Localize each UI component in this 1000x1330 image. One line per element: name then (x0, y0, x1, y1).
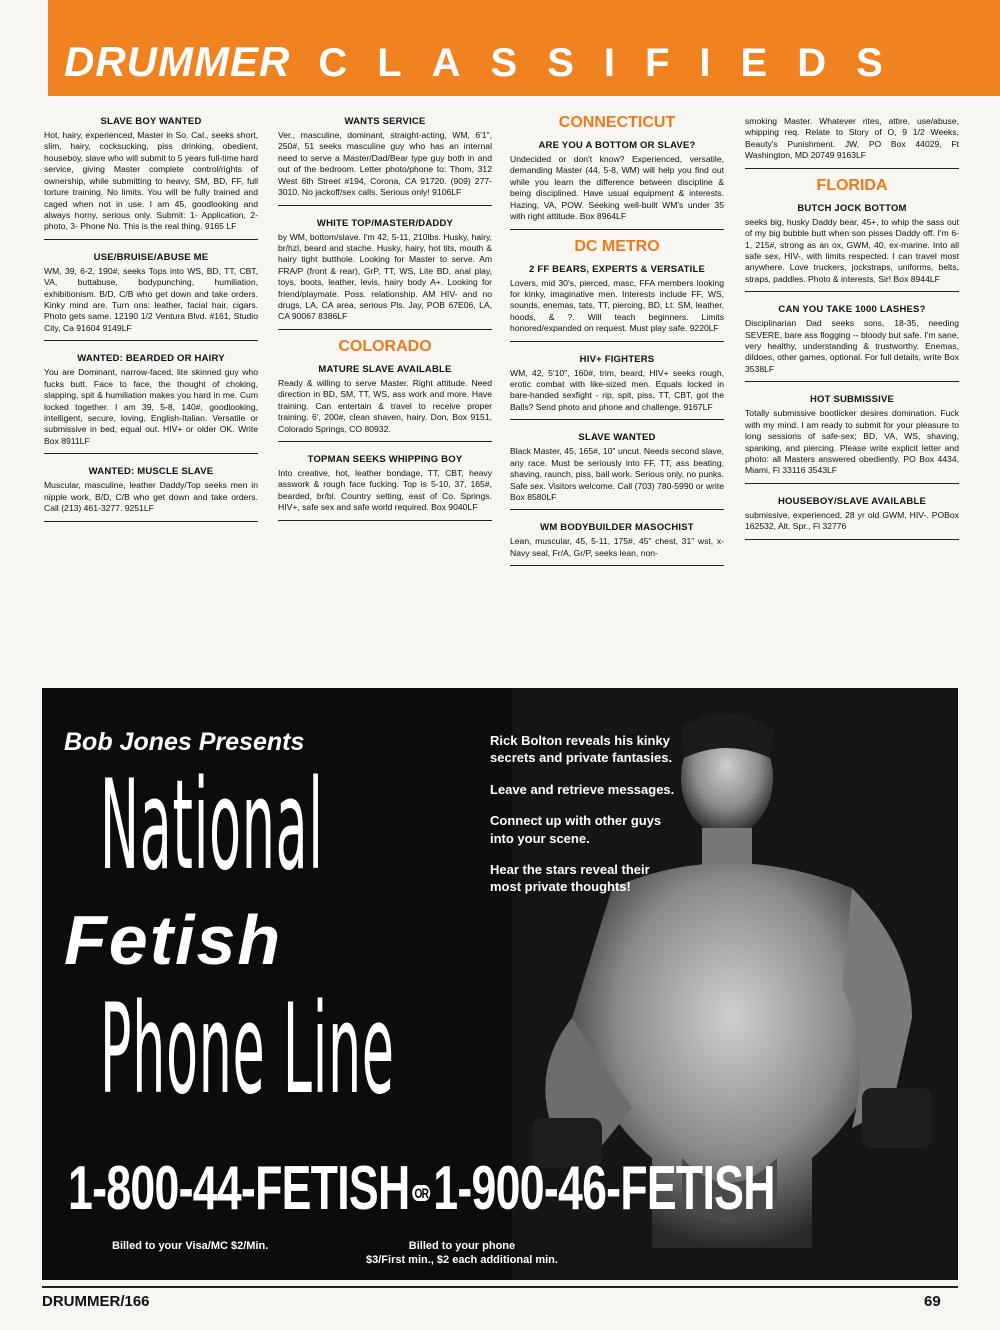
fetish-word: Fetish (64, 901, 283, 979)
classified-ad (44, 462, 258, 521)
ad-body: smoking Master. Whatever rites, attire, use/abuse, whipping req. Relate to Story of O, 9 1/2 Weeks, Beauty's Punishment. JW, PO Box 44029, Ft Washington, MD 20749 9163LF (745, 116, 959, 161)
region-heading: COLORADO (338, 337, 432, 355)
region-heading: FLORIDA (816, 176, 888, 194)
footer-rule (42, 1286, 958, 1288)
phone-line-word: Phone Line (100, 978, 395, 1122)
ad-title: HOT SUBMISSIVE (809, 394, 895, 406)
classified-ad (44, 112, 258, 240)
classified-ad (745, 492, 959, 540)
classified-ad (510, 260, 724, 342)
ad-title: WANTED: MUSCLE SLAVE (88, 466, 214, 478)
classified-ad (44, 248, 258, 342)
ad-body: Hot, hairy, experienced, Master in So. Cal., seeks short, slim, hairy, cocksucking, piss drinking, obedient, houseboy, slave who will submit to 5 years full-time hard service, giving Master complete control/rights of ownership, while submitting to heavy, SM, BD, FF, full torture training. No limits. You will be fully trained and caged when not in use. I am 45, goodlooking and always horny, serious only. Submit: 1- Application, 2- photo, 3- Phone No. This is the real thing. 9165 LF (44, 130, 258, 232)
issue-label: DRUMMER/166 (42, 1293, 150, 1310)
ad-title: BUTCH JOCK BOTTOM (797, 202, 907, 214)
ad-body: Disciplinarian Dad seeks sons, 18-35, needing SEVERE, bare ass flogging -- bloody but safe. I'm sane, very healthy, understanding & trustworthy. Enemas, dildoes, other games, optional. For full details, write Box 3538LF (745, 318, 959, 374)
ad-body: Totally submissive bootlicker desires domination. Fuck with my mind. I am ready to submit for your pleasure to long sessions of safe-sex; BD, VA, WS, shaving, spanking, and piercing. Please write explicit letter and photo: all Masters answered obediently. PO Box 4434, Miami, Fl 33116 3543LF (745, 408, 959, 476)
national-word: National (100, 754, 324, 898)
column-3 (510, 112, 724, 574)
ad-body: by WM, bottom/slave. I'm 42, 5-11, 210lbs. Husky, hairy, br/hzl, beard and stache. Husky, hairy, hot tits, mouth & hairy tight butthole. Looking for Master to serve. Am FRA/P (front & rear), GrP, TT, WS, Lite BD, anal play, toys, boots, leather, levis, hairy body A+. Looking for friend/playmate. Poss. relationship. AM HIV- and no drugs, LA, CA area, serious Pls. Jay, POB 67E06, LA, CA 90067 8386LF (278, 231, 492, 322)
classified-ad (510, 136, 724, 230)
classified-ad (278, 112, 492, 206)
promo-text (490, 732, 680, 910)
promo-line: Hear the stars reveal their most private thoughts! (490, 862, 650, 895)
ad-title: MATURE SLAVE AVAILABLE (318, 363, 452, 375)
ad-title: SLAVE BOY WANTED (100, 116, 202, 127)
classified-ad (510, 518, 724, 566)
ad-title: USE/BRUISE/ABUSE ME (93, 251, 209, 263)
column-4 (745, 112, 959, 548)
classified-columns (42, 112, 960, 652)
ad-title: ARE YOU A BOTTOM OR SLAVE? (538, 140, 696, 151)
ad-body: WM, 42, 5'10", 160#, trim, beard, HIV+ seeks rough, erotic combat with like-sized men. Equals locked in bare-handed sexfight - rip, spit, piss, TT, CBT, got the Balls? Send photo and phone and challenge. 9167LF (510, 367, 724, 412)
classified-ad (278, 450, 492, 521)
classified-ad (745, 199, 959, 293)
ad-body: Lovers, mid 30's, pierced, masc, FFA members looking for kinky, imaginative men. Interests include FF, WS, sounds, enemas, tats, TT, piercing, BD, Lt. SM, leather, hoods, & ?. Will teach beginners. Limits honored/expanded on request. Must play safe. 9220LF (510, 277, 724, 334)
phone-line-advertisement (42, 688, 958, 1280)
ad-title: 2 FF BEARS, EXPERTS & VERSATILE (529, 263, 705, 275)
page-number: 69 (924, 1293, 941, 1310)
billing-visa-note: Billed to your Visa/MC $2/Min. (112, 1240, 269, 1252)
or-badge: OR (412, 1185, 430, 1201)
region-heading: DC METRO (574, 237, 660, 255)
ad-body: submissive, experienced, 28 yr old GWM, HIV-. POBox 162532, Alt. Spr., Fl 32776 (745, 509, 959, 532)
ad-body: Black Master, 45, 165#, 10" uncut. Needs second slave, any race. Must be seriously into FF, TT, ass beating, shaving, raunch, piss, ball work. Serious only, no punks. Safe sex. Visitors welcome. Call (703) 780-5990 or write Box 8580LF (510, 446, 724, 503)
region-heading: CONNECTICUT (558, 114, 676, 131)
ad-body: Into creative, hot, leather bondage, TT, CBT, heavy asswork & rough face fucking. Top is 5-10, 37, 165#, bearded, br/bl. Country setting, east of Co. Springs. HIV+, safe sex and safe world required. Box 9040LF (278, 468, 492, 513)
ad-body: Ready & willing to serve Master. Right attitude. Need direction in BD, SM, TT, WS, ass work and more. Have training. Can entertain & travel to receive proper training. 6', 200#, clean shaven, hairy. Don, Box 9151, Colorado Springs, CO 80932. (278, 377, 492, 434)
ad-body: WM, 39, 6-2, 190#, seeks Tops into WS, BD, TT, CBT, VA, buttabuse, bodypunching, humiliation, exhibitionism. B/D, C/B who get down and take orders. Kinky mind are. Turn ons: leather, facial hair, cigars. Photo gets same. 12190 1/2 Ventura Blvd. #161, Studio City, Ca 91604 9149LF (44, 265, 258, 333)
classified-ad (745, 390, 959, 484)
classified-ad (510, 428, 724, 510)
billing-phone-line1: Billed to your phone (408, 1240, 516, 1252)
ad-title: WANTED: BEARDED OR HAIRY (77, 353, 225, 365)
ad-title: CAN YOU TAKE 1000 LASHES? (778, 304, 926, 316)
ad-title: WHITE TOP/MASTER/DADDY (316, 217, 454, 229)
promo-line: Connect up with other guys into your scene. (490, 813, 662, 846)
phone-number-900: 1-900-46-FETISH (433, 1154, 775, 1223)
column-2 (278, 112, 492, 529)
phone-numbers (68, 1154, 775, 1223)
banner-classifieds: CLASSIFIEDS (318, 41, 913, 85)
promo-line: Rick Bolton reveals his kinky secrets and private fantasies. (490, 733, 673, 766)
billing-phone-line2: $3/First min., $2 each additional min. (366, 1253, 558, 1266)
ad-title: HOUSEBOY/SLAVE AVAILABLE (777, 495, 926, 507)
classifieds-banner (48, 0, 1000, 96)
presents-heading: Bob Jones Presents (64, 728, 305, 756)
ad-title: HIV+ FIGHTERS (579, 353, 655, 365)
banner-drummer: DRUMMER (64, 38, 291, 85)
ad-body: You are Dominant, narrow-faced, lite skinned guy who fucks butt. Face to face, the thought of choking, slapping, spit & humiliation makes you hard in me. Cum locked together. I am 39, 5-8, 140#, goodlooking, intelligent, secure, loving, English-Italian. Versatile or submissive in bed, equal out. HIV+ or older OK. Write Box 8911LF (44, 367, 258, 446)
promo-line: Leave and retrieve messages. (490, 781, 675, 797)
column-1 (44, 112, 258, 530)
ad-title: WM BODYBUILDER MASOCHIST (540, 522, 694, 534)
ad-body: Lean, muscular, 45, 5-11, 175#, 45" chest, 31" wst, x-Navy seal, Fr/A, Gr/P, seeks lean, non- (510, 536, 724, 558)
classified-ad (745, 112, 959, 169)
classified-ad (510, 350, 724, 421)
classified-ad (44, 349, 258, 454)
ad-body: seeks big, husky Daddy bear, 45+, to whip the sass out of my big bubble butt when son pisses Daddy off. I'm 6-1, 215#, strong as an ox, GWM, 40, ex-marine. Into all safe sex, HIV-, with limits respected. I can travel most anywhere. Love truckers, jockstraps, uniforms, belts, straps, paddles. Photo & interests, Sir! Box 8944LF (745, 216, 959, 284)
ad-title: SLAVE WANTED (578, 432, 656, 444)
ad-body: Ver., masculine, dominant, straight-acting, WM, 6'1", 250#, 51 seeks masculine guy who has an internal need to serve a Master/Dad/Bear type guy both in and out of the bedroom. Letter photo/phone to: Thom, 312 West 6th Street #194, Corona, CA 91720. (909) 277-3010. No jackoff/sex calls. Serious only! 9106LF (278, 130, 492, 198)
ad-body: Muscular, masculine, leather Daddy/Top seeks men in nipple work, B/D, C/B who get down and take orders. Call (213) 461-3277. 9251LF (44, 480, 258, 514)
ad-title: WANTS SERVICE (344, 116, 426, 127)
classified-ad (278, 214, 492, 330)
classified-ad (278, 360, 492, 442)
ad-body: Undecided or don't know? Experienced, versatile, demanding Master (44, 5-8, WM) will help you find out while you learn the difference between discipline & being disciplined. Have usual equipment & interests. Hazing, VA, POW. Seeking well-built WM's under 35 with right attitude. Box 8964LF (510, 154, 724, 222)
ad-title: TOPMAN SEEKS WHIPPING BOY (307, 454, 463, 466)
classified-ad (745, 300, 959, 382)
billing-phone-note (366, 1240, 558, 1268)
phone-number-800: 1-800-44-FETISH (68, 1154, 410, 1223)
